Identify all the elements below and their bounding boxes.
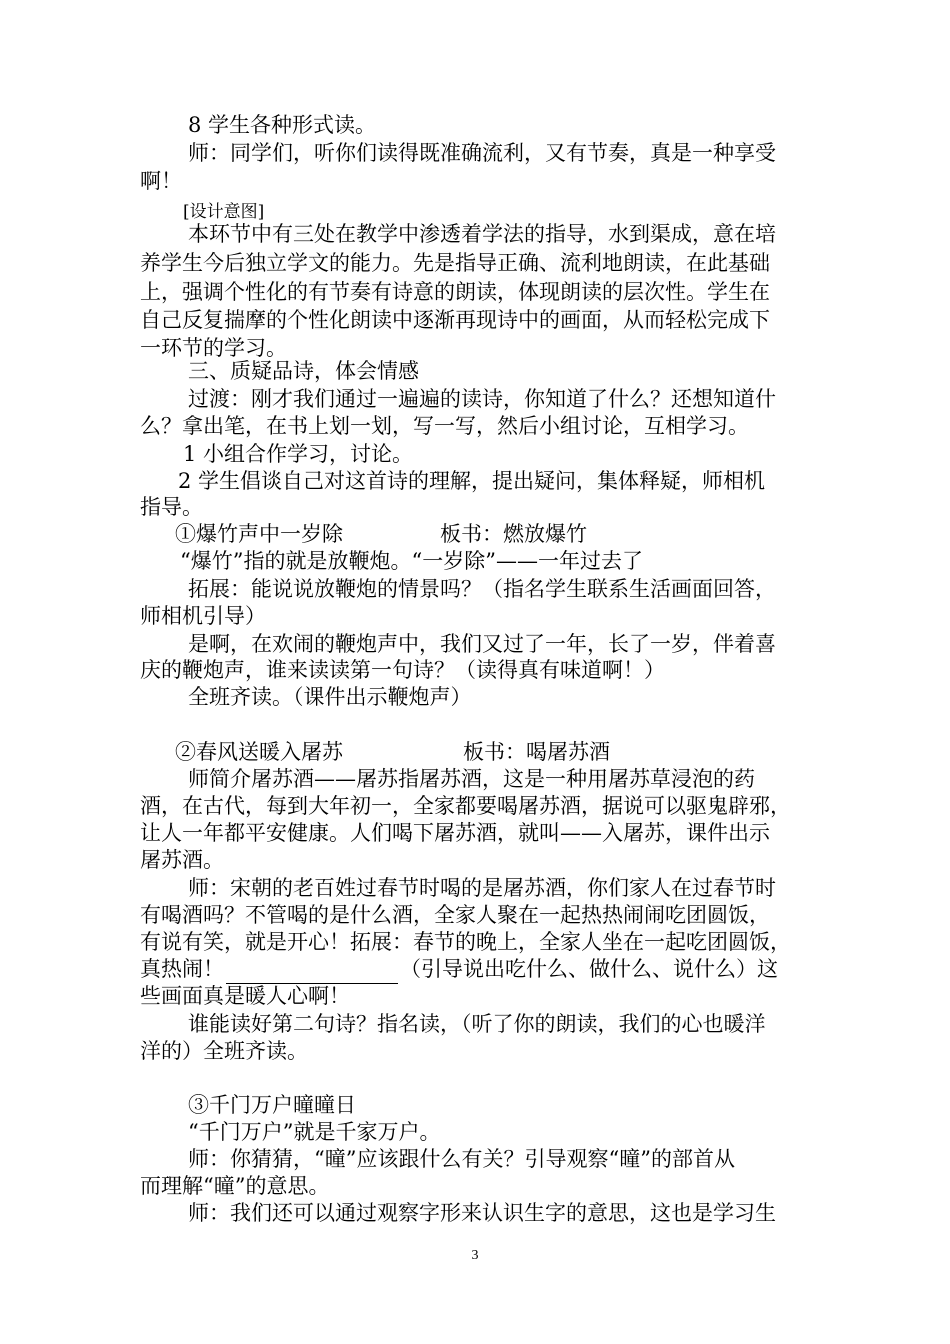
text-line: 让人一年都平安健康。人们喝下屠苏酒，就叫——入屠苏，课件出示 (140, 821, 770, 845)
text-line: 师：你猜猜，“曈”应该跟什么有关？引导观察“曈”的部首从 (188, 1147, 735, 1171)
text-line: 是啊，在欢闹的鞭炮声中，我们又过了一年，长了一岁，伴着喜 (188, 632, 776, 656)
text-line: 酒，在古代，每到大年初一，全家都要喝屠苏酒，据说可以驱鬼辟邪， (140, 794, 791, 818)
text-line: 自己反复揣摩的个性化朗读中逐渐再现诗中的画面，从而轻松完成下 (140, 308, 770, 332)
blackboard-note: 板书：燃放爆竹 (440, 522, 587, 546)
text-line: 上，强调个性化的有节奏有诗意的朗读，体现朗读的层次性。学生在 (140, 280, 770, 304)
text-line: 师：我们还可以通过观察字形来认识生字的意思，这也是学习生 (188, 1201, 776, 1225)
text-line: 拓展：能说说放鞭炮的情景吗？（指名学生联系生活画面回答， (188, 577, 776, 601)
text-line: 1 小组合作学习，讨论。 (183, 442, 414, 466)
text-line: 些画面真是暖人心啊！ (140, 984, 350, 1008)
text-line: 指导。 (140, 495, 203, 519)
text-line: 师：同学们，听你们读得既准确流利，又有节奏，真是一种享受 (188, 141, 776, 165)
text-line: 屠苏酒。 (140, 848, 224, 872)
text-line: 8 学生各种形式读。 (188, 113, 377, 137)
text-line: 么？拿出笔，在书上划一划，写一写，然后小组讨论，互相学习。 (140, 414, 749, 438)
text-line: 有说有笑，就是开心！拓展：春节的晚上，全家人坐在一起吃团圆饭， (140, 930, 791, 954)
page-number: 3 (471, 1248, 479, 1263)
text-line: 而理解“曈”的意思。 (140, 1174, 330, 1198)
text-line: 师相机引导） (140, 604, 266, 628)
text-line: 全班齐读。（课件出示鞭炮声） (188, 685, 472, 709)
text-line: 本环节中有三处在教学中渗透着学法的指导，水到渠成，意在培 (188, 222, 776, 246)
text-line: 养学生今后独立学文的能力。先是指导正确、流利地朗读，在此基础 (140, 251, 770, 275)
poem-line-1: ①爆竹声中一岁除 (175, 522, 343, 546)
blackboard-note: 板书：喝屠苏酒 (463, 740, 610, 764)
text-line: “千门万户”就是千家万户。 (188, 1120, 441, 1144)
text-line-with-blank (140, 954, 778, 984)
section-label: [设计意图] (183, 202, 265, 222)
text-segment: 真热闹！ (140, 957, 224, 981)
text-line: 师简介屠苏酒——屠苏指屠苏酒，这是一种用屠苏草浸泡的药 (188, 767, 755, 791)
poem-line-3: ③千门万户曈曈日 (188, 1093, 356, 1117)
text-line: 谁能读好第二句诗？指名读，（听了你的朗读，我们的心也暖洋 (188, 1012, 766, 1036)
text-line: 师：宋朝的老百姓过春节时喝的是屠苏酒，你们家人在过春节时 (188, 876, 776, 900)
text-line: 啊！ (140, 169, 182, 193)
text-line: 庆的鞭炮声，谁来读读第一句诗？（读得真有味道啊！） (140, 658, 665, 682)
text-line: 一环节的学习。 (140, 336, 287, 360)
text-line: 有喝酒吗？不管喝的是什么酒，全家人聚在一起热热闹闹吃团圆饭， (140, 903, 770, 927)
text-line: 洋的）全班齐读。 (140, 1039, 308, 1063)
text-line: 过渡：刚才我们通过一遍遍的读诗，你知道了什么？还想知道什 (188, 387, 776, 411)
poem-line-2: ②春风送暖入屠苏 (175, 740, 343, 764)
text-segment: （引导说出吃什么、做什么、说什么）这 (400, 957, 778, 981)
text-line: “爆竹”指的就是放鞭炮。“一岁除”——一年过去了 (180, 549, 643, 573)
text-line: 2 学生倡谈自己对这首诗的理解，提出疑问，集体释疑，师相机 (178, 469, 766, 493)
section-heading: 三、质疑品诗，体会情感 (188, 359, 419, 383)
